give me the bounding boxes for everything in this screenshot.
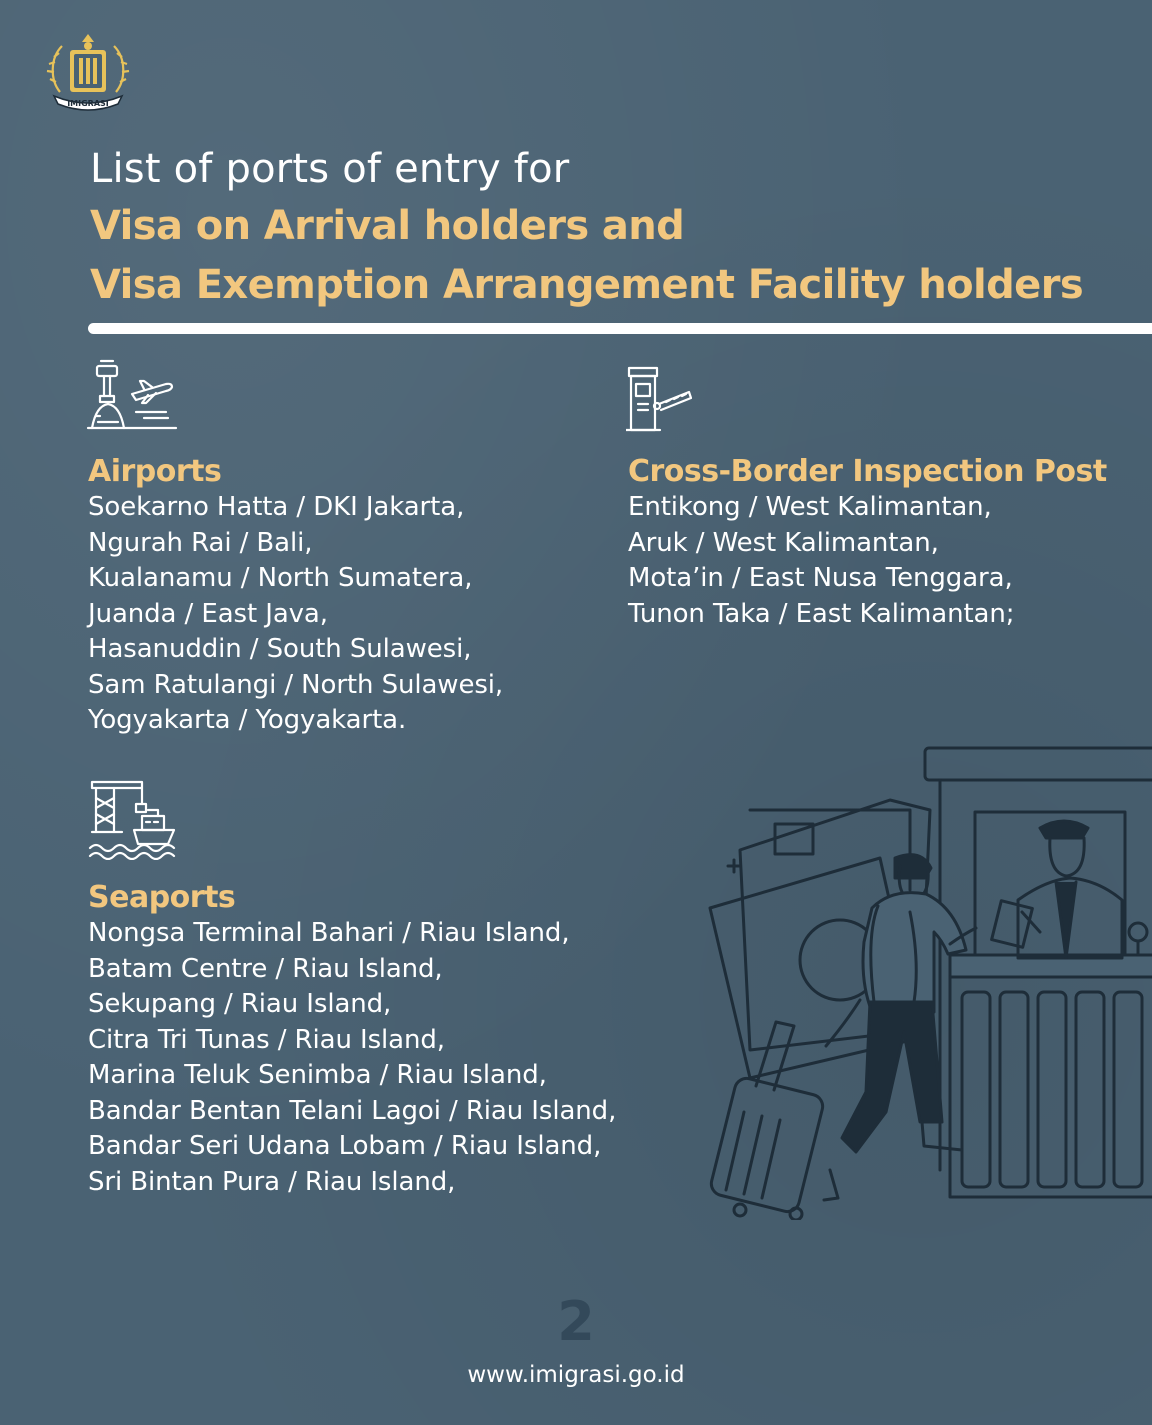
list-item: Bandar Bentan Telani Lagoi / Riau Island, [88, 1095, 617, 1126]
list-item: Mota’in / East Nusa Tenggara, [628, 563, 1013, 593]
seaports-list [88, 916, 616, 1200]
seaports-title: Seaports [88, 880, 236, 915]
list-item: Yogyakarta / Yogyakarta. [88, 705, 407, 735]
title-line-2: Visa on Arrival holders and [90, 203, 685, 249]
title-divider [88, 323, 1152, 334]
page-number: 2 [557, 1290, 595, 1353]
imigrasi-logo [44, 30, 132, 112]
list-item: Entikong / West Kalimantan, [628, 492, 992, 522]
list-item: Ngurah Rai / Bali, [88, 527, 313, 558]
title-line-3: Visa Exemption Arrangement Facility holders [90, 262, 1084, 308]
list-item: Marina Teluk Senimba / Riau Island, [88, 1060, 547, 1090]
list-item: Bandar Seri Udana Lobam / Riau Island, [88, 1131, 602, 1161]
list-item: Batam Centre / Riau Island, [88, 953, 443, 984]
list-item: Nongsa Terminal Bahari / Riau Island, [88, 918, 570, 948]
list-item: Juanda / East Java, [88, 598, 328, 629]
logo-text: IMIGRASI [67, 99, 109, 108]
immigration-checkpoint-illustration [700, 740, 1152, 1220]
list-item: Tunon Taka / East Kalimantan; [628, 598, 1015, 629]
airport-icon [86, 358, 178, 432]
airports-list [88, 490, 503, 739]
border-posts-title: Cross-Border Inspection Post [628, 454, 1107, 489]
list-item: Sekupang / Riau Island, [88, 989, 392, 1019]
list-item: Aruk / West Kalimantan, [628, 527, 939, 558]
list-item: Sri Bintan Pura / Riau Island, [88, 1166, 456, 1197]
list-item: Sam Ratulangi / North Sulawesi, [88, 669, 504, 700]
border-gate-icon [626, 366, 692, 432]
list-item: Citra Tri Tunas / Riau Island, [88, 1024, 445, 1055]
list-item: Kualanamu / North Sumatera, [88, 563, 473, 593]
border-posts-list [628, 490, 1014, 632]
title-line-1: List of ports of entry for [90, 146, 570, 192]
list-item: Soekarno Hatta / DKI Jakarta, [88, 492, 465, 522]
seaport-icon [88, 774, 178, 860]
website-url[interactable]: www.imigrasi.go.id [467, 1362, 685, 1388]
list-item: Hasanuddin / South Sulawesi, [88, 634, 472, 664]
airports-title: Airports [88, 454, 222, 489]
